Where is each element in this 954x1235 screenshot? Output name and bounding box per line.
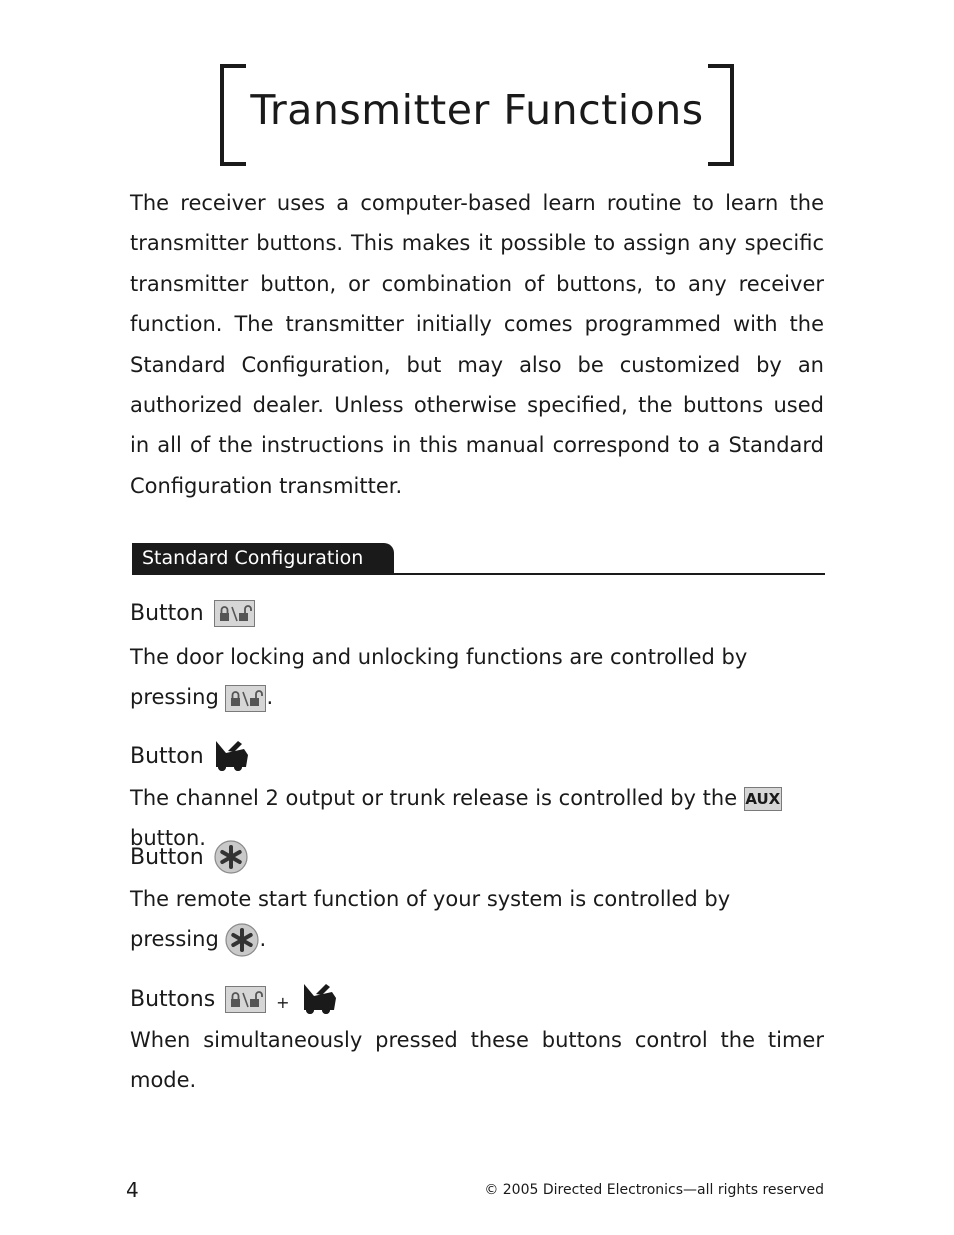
heading-label: Buttons (130, 986, 216, 1012)
start-description: The remote start function of your system is controlled by pressing . (130, 879, 824, 960)
section-title: Standard Configuration (132, 543, 394, 575)
lock-unlock-icon (225, 986, 266, 1013)
section-header (132, 543, 825, 575)
title-frame (220, 64, 734, 166)
trunk-release-icon (214, 739, 252, 773)
page-title: Transmitter Functions (250, 86, 704, 134)
page-number: 4 (126, 1178, 139, 1202)
heading-label: Button (130, 743, 204, 769)
heading-label: Button (130, 601, 204, 626)
lock-button-heading (130, 600, 255, 627)
lock-unlock-icon (214, 600, 255, 627)
aux-button-icon: AUX (744, 787, 782, 811)
asterisk-icon (225, 923, 259, 957)
left-bracket (220, 64, 246, 166)
trunk-release-icon (302, 982, 340, 1016)
combo-buttons-heading (130, 982, 340, 1016)
asterisk-icon (214, 840, 248, 874)
intro-paragraph: The receiver uses a computer-based learn routine to learn the transmitter buttons. This makes it possible to assign any specific transmitter button, or combination of buttons, to any receiver function. The transmitter initially comes programmed with the Standard Configuration, but may also be customized by an authorized dealer. Unless otherwise specified, the buttons used in all of the instructions in this manual correspond to a Standard Configuration transmitter. (130, 191, 824, 498)
trunk-description: The channel 2 output or trunk release is controlled by the AUX button. (130, 786, 781, 851)
right-bracket (708, 64, 734, 166)
start-button-heading (130, 840, 248, 874)
combo-description: When simultaneously pressed these buttons control the timer mode. (130, 1028, 824, 1093)
lock-unlock-icon (225, 685, 266, 712)
lock-description: The door locking and unlocking functions are controlled by pressing . (130, 637, 824, 718)
copyright-notice: © 2005 Directed Electronics—all rights reserved (484, 1182, 824, 1198)
heading-label: Button (130, 844, 204, 870)
trunk-button-heading (130, 739, 252, 773)
plus-sign: + (276, 992, 290, 1012)
